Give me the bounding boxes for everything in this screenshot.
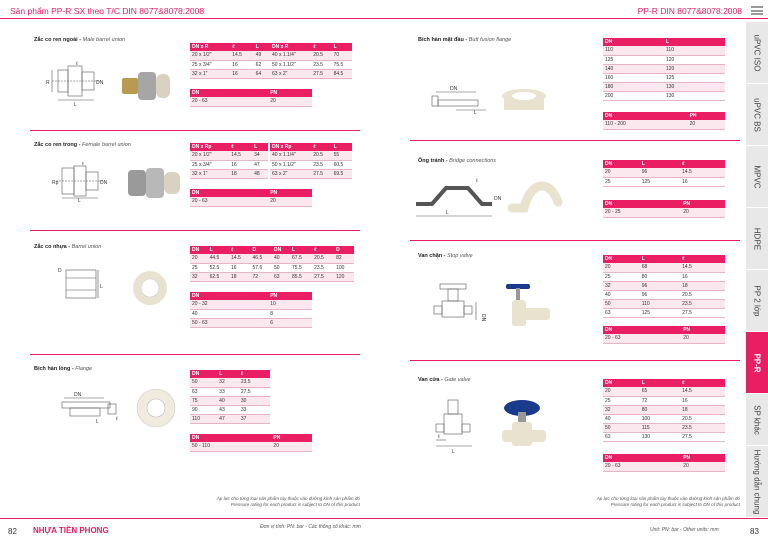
dim-label: ℓ [76, 61, 78, 67]
tab-upvc-iso[interactable]: uPVC ISO [746, 22, 768, 84]
category-tabs [746, 22, 768, 518]
svg-text:DN: DN [100, 180, 108, 186]
section-title: Ống tránh - Bridge connections [418, 158, 496, 164]
table-row: 32 80 18 [603, 405, 725, 414]
female-union-photo [124, 160, 184, 204]
table-row: 40 x 1.1/4" 20.5 55 [270, 151, 352, 160]
table-row: 20 - 63 20 [603, 334, 725, 343]
flange-table: DN L ℓ 50 32 23.5 63 33 27.5 75 40 30 90 43 33 110 47 37 [190, 370, 270, 424]
page-number-left: 82 [8, 527, 17, 536]
section-female-union [34, 142, 131, 148]
flange-pn-table: DN PN 50 - 110 20 [190, 434, 312, 452]
section-male-union [34, 37, 125, 43]
table-row: 20 65 14.5 [603, 387, 725, 396]
stop-valve-table: DN L ℓ 20 68 14.5 25 80 16 32 96 18 40 96 20.5 50 110 23.5 63 125 27.5 [603, 255, 725, 318]
table-row: 63 33 27.5 [190, 387, 270, 396]
brand-logo: NHỰA TIỀN PHONG [33, 526, 109, 535]
table-row: 110 - 200 20 [603, 120, 725, 129]
male-union-photo [118, 60, 174, 110]
barrel-union-table-2: DN L ℓ D 40 67.5 20.5 82 50 75.5 23.5 100 63 85.5 27.5 120 [272, 246, 354, 282]
table-row: 20 - 25 20 [603, 208, 725, 217]
table-row: 20 - 63 20 [190, 197, 312, 206]
barrel-union-pn-table: DN PN 20 - 32 10 40 8 50 - 63 6 [190, 292, 312, 328]
units-note-right: Unit: PN: bar - Other units: mm [650, 527, 719, 533]
table-row: 140 120 [603, 64, 725, 73]
section-title: Bích hàn mặt đầu - Butt fusion flange [418, 37, 512, 43]
table-row: 25 x 3/4" 16 62 [190, 60, 270, 69]
table-row: 20 - 32 10 [190, 300, 312, 309]
table-row: 40 96 20.5 [603, 290, 725, 299]
gate-valve-drawing [432, 398, 484, 454]
table-row: 20 - 63 20 [190, 97, 312, 106]
butt-flange-drawing [426, 84, 490, 114]
table-row: 32 62.5 18 72 [190, 272, 272, 281]
section-title: Bích hàn lồng - Flange [34, 366, 93, 372]
table-row: 200 130 [603, 91, 725, 100]
tab-sp-khac[interactable]: SP khác [746, 394, 768, 446]
section-title: Zắc co ren trong - Female barrel union [34, 142, 131, 148]
svg-text:ℓ: ℓ [82, 162, 84, 167]
flange-photo [134, 386, 178, 430]
table-row: 20 68 14.5 [603, 263, 725, 272]
tab-mpvc[interactable]: MPVC [746, 146, 768, 208]
dim-label: L [74, 102, 77, 106]
table-row: 20 96 14.5 [603, 168, 725, 177]
svg-text:L: L [452, 449, 455, 454]
table-row: 20 x 1/2" 14.5 34 [190, 151, 268, 160]
section-title: Zắc co ren ngoài - Male barrel union [34, 37, 126, 43]
table-row: 63 85.5 27.5 120 [272, 272, 354, 281]
female-union-drawing [52, 162, 120, 202]
tab-pp-2-lop[interactable]: PP 2 lớp [746, 270, 768, 332]
footnote-left: Áp lực cho từng loại sản phẩm tùy thuộc vào đường kính sản phẩm đó Pressure rating for each product is subject to DN of this product [216, 496, 360, 507]
bridge-photo [508, 178, 564, 218]
table-row: 25 x 3/4" 16 47 [190, 160, 268, 169]
dim-label: DN [96, 80, 104, 86]
section-gate-valve [418, 377, 471, 383]
section-divider [30, 230, 360, 231]
table-row: 20 44.5 14.5 46.5 [190, 254, 272, 263]
table-row: 25 80 16 [603, 272, 725, 281]
svg-text:L: L [446, 210, 449, 216]
table-row: 50 110 23.5 [603, 299, 725, 308]
bridge-table: DN L ℓ 20 96 14.5 25 125 16 [603, 160, 725, 187]
svg-text:D: D [58, 268, 62, 274]
table-row: 50 - 110 20 [190, 442, 312, 451]
barrel-union-table-1: DN L ℓ D 20 44.5 14.5 46.5 25 52.5 16 57.6 32 62.5 18 72 [190, 246, 272, 282]
footnote-right: Áp lực cho từng loại sản phẩm tùy thuộc vào đường kính sản phẩm đó Pressure rating for each product is subject to DN of this product [596, 496, 740, 507]
bridge-pn-table: DN PN 20 - 25 20 [603, 200, 725, 218]
section-divider [30, 130, 360, 131]
table-row: 40 x 1.1/4" 20.5 70 [270, 51, 352, 60]
table-row: 20 - 63 20 [603, 462, 725, 471]
table-row: 125 120 [603, 55, 725, 64]
svg-text:DN: DN [494, 196, 502, 202]
header-left-title: Sản phẩm PP-R SX theo T/C DIN 8077&8078:2008 [10, 6, 205, 16]
table-row: 160 125 [603, 73, 725, 82]
svg-text:L: L [474, 110, 477, 114]
barrel-union-drawing [56, 264, 112, 304]
table-row: 32 96 18 [603, 281, 725, 290]
svg-text:DN: DN [74, 392, 82, 398]
table-row: 63 130 27.5 [603, 432, 725, 441]
section-bridge [418, 158, 496, 164]
table-row: 40 100 20.5 [603, 414, 725, 423]
table-row: 25 125 16 [603, 177, 725, 186]
section-title: Zắc co nhựa - Barrel union [34, 244, 102, 250]
units-note-left: Đơn vị tính: PN: bar - Các thông số khác: mm [260, 524, 361, 530]
page-number-right: 83 [750, 527, 759, 536]
gate-valve-photo [494, 396, 554, 456]
svg-text:DN: DN [450, 86, 458, 92]
barrel-union-photo [130, 268, 170, 308]
female-union-pn-table: DN PN 20 - 63 20 [190, 189, 312, 207]
section-divider [410, 360, 740, 361]
male-union-drawing [46, 60, 116, 106]
table-row: 50 - 63 6 [190, 318, 312, 327]
section-divider [410, 140, 740, 141]
table-row: 25 72 16 [603, 396, 725, 405]
table-row: 20 x 1/2" 14.5 49 [190, 51, 270, 60]
female-union-table-1: DN x Rp ℓ L 20 x 1/2" 14.5 34 25 x 3/4" 16 47 32 x 1" 18 48 [190, 143, 268, 179]
tab-huong-dan-chung[interactable]: Hướng dẫn chung [746, 446, 768, 518]
table-row: 63 x 2" 27.5 69.5 [270, 169, 352, 178]
svg-text:L: L [96, 419, 99, 424]
table-row: 180 130 [603, 82, 725, 91]
tab-upvc-bs[interactable]: uPVC BS [746, 84, 768, 146]
table-row: 63 x 2" 27.5 84.5 [270, 69, 352, 78]
table-row: 50 115 23.5 [603, 423, 725, 432]
svg-text:DN: DN [480, 314, 486, 322]
table-row: 63 125 27.5 [603, 308, 725, 317]
svg-text:Rp: Rp [52, 180, 59, 186]
page-footer [0, 518, 768, 543]
bridge-drawing [412, 174, 502, 220]
table-row: 50 x 1.1/2" 23.5 75.5 [270, 60, 352, 69]
section-divider [410, 240, 740, 241]
flange-drawing [60, 390, 124, 424]
table-row: 25 52.5 16 57.6 [190, 263, 272, 272]
table-row: 50 32 23.5 [190, 378, 270, 387]
butt-flange-photo [500, 86, 548, 116]
section-butt-flange [418, 37, 511, 43]
page-header [0, 0, 768, 22]
male-union-table-2: DN x R ℓ L 40 x 1.1/4" 20.5 70 50 x 1.1/2" 23.5 75.5 63 x 2" 27.5 84.5 [270, 43, 352, 79]
svg-text:ℓ: ℓ [116, 416, 118, 422]
gate-valve-pn-table: DN PN 20 - 63 20 [603, 454, 725, 472]
svg-text:L: L [100, 284, 103, 290]
table-row: 40 8 [190, 309, 312, 318]
header-rule [0, 18, 768, 19]
stop-valve-drawing [432, 282, 492, 328]
table-row: 110 47 37 [190, 414, 270, 423]
stop-valve-photo [498, 278, 556, 336]
table-row: 110 110 [603, 46, 725, 55]
section-divider [30, 354, 360, 355]
table-row: 32 x 1" 16 64 [190, 69, 270, 78]
svg-text:ℓ: ℓ [438, 434, 440, 440]
table-row: 40 67.5 20.5 82 [272, 254, 354, 263]
male-union-pn-table: DN PN 20 - 63 20 [190, 89, 312, 107]
female-union-table-2: DN x Rp ℓ L 40 x 1.1/4" 20.5 55 50 x 1.1/2" 23.5 60.5 63 x 2" 27.5 69.5 [270, 143, 352, 179]
male-union-table-1: DN x R ℓ L 20 x 1/2" 14.5 49 25 x 3/4" 16 62 32 x 1" 16 64 [190, 43, 270, 79]
section-stop-valve [418, 253, 473, 259]
footer-rule [0, 518, 768, 519]
menu-icon[interactable] [751, 6, 763, 15]
section-flange [34, 366, 92, 372]
stop-valve-pn-table: DN PN 20 - 63 20 [603, 326, 725, 344]
tab-hdpe[interactable]: HDPE [746, 208, 768, 270]
table-row: 32 x 1" 18 48 [190, 169, 268, 178]
dim-label: R [46, 80, 50, 86]
tab-pp-r[interactable]: PP-R [746, 332, 768, 394]
svg-text:ℓ: ℓ [476, 178, 478, 184]
svg-text:L: L [78, 198, 81, 202]
table-row: 50 75.5 23.5 100 [272, 263, 354, 272]
butt-flange-pn-table: DN PN 110 - 200 20 [603, 112, 725, 130]
butt-flange-table: DN L 110 110 125 120 140 120 160 125 180 130 200 130 [603, 38, 725, 101]
table-row: 50 x 1.1/2" 23.5 60.5 [270, 160, 352, 169]
section-barrel-union [34, 244, 101, 250]
gate-valve-table: DN L ℓ 20 65 14.5 25 72 16 32 80 18 40 100 20.5 50 115 23.5 63 130 27.5 [603, 379, 725, 442]
section-title: Van chặn - Stop valve [418, 253, 473, 259]
section-title: Van cửa - Gate valve [418, 377, 471, 383]
table-row: 75 40 30 [190, 396, 270, 405]
table-row: 90 43 33 [190, 405, 270, 414]
header-right-title: PP-R DIN 8077&8078:2008 [637, 6, 742, 16]
